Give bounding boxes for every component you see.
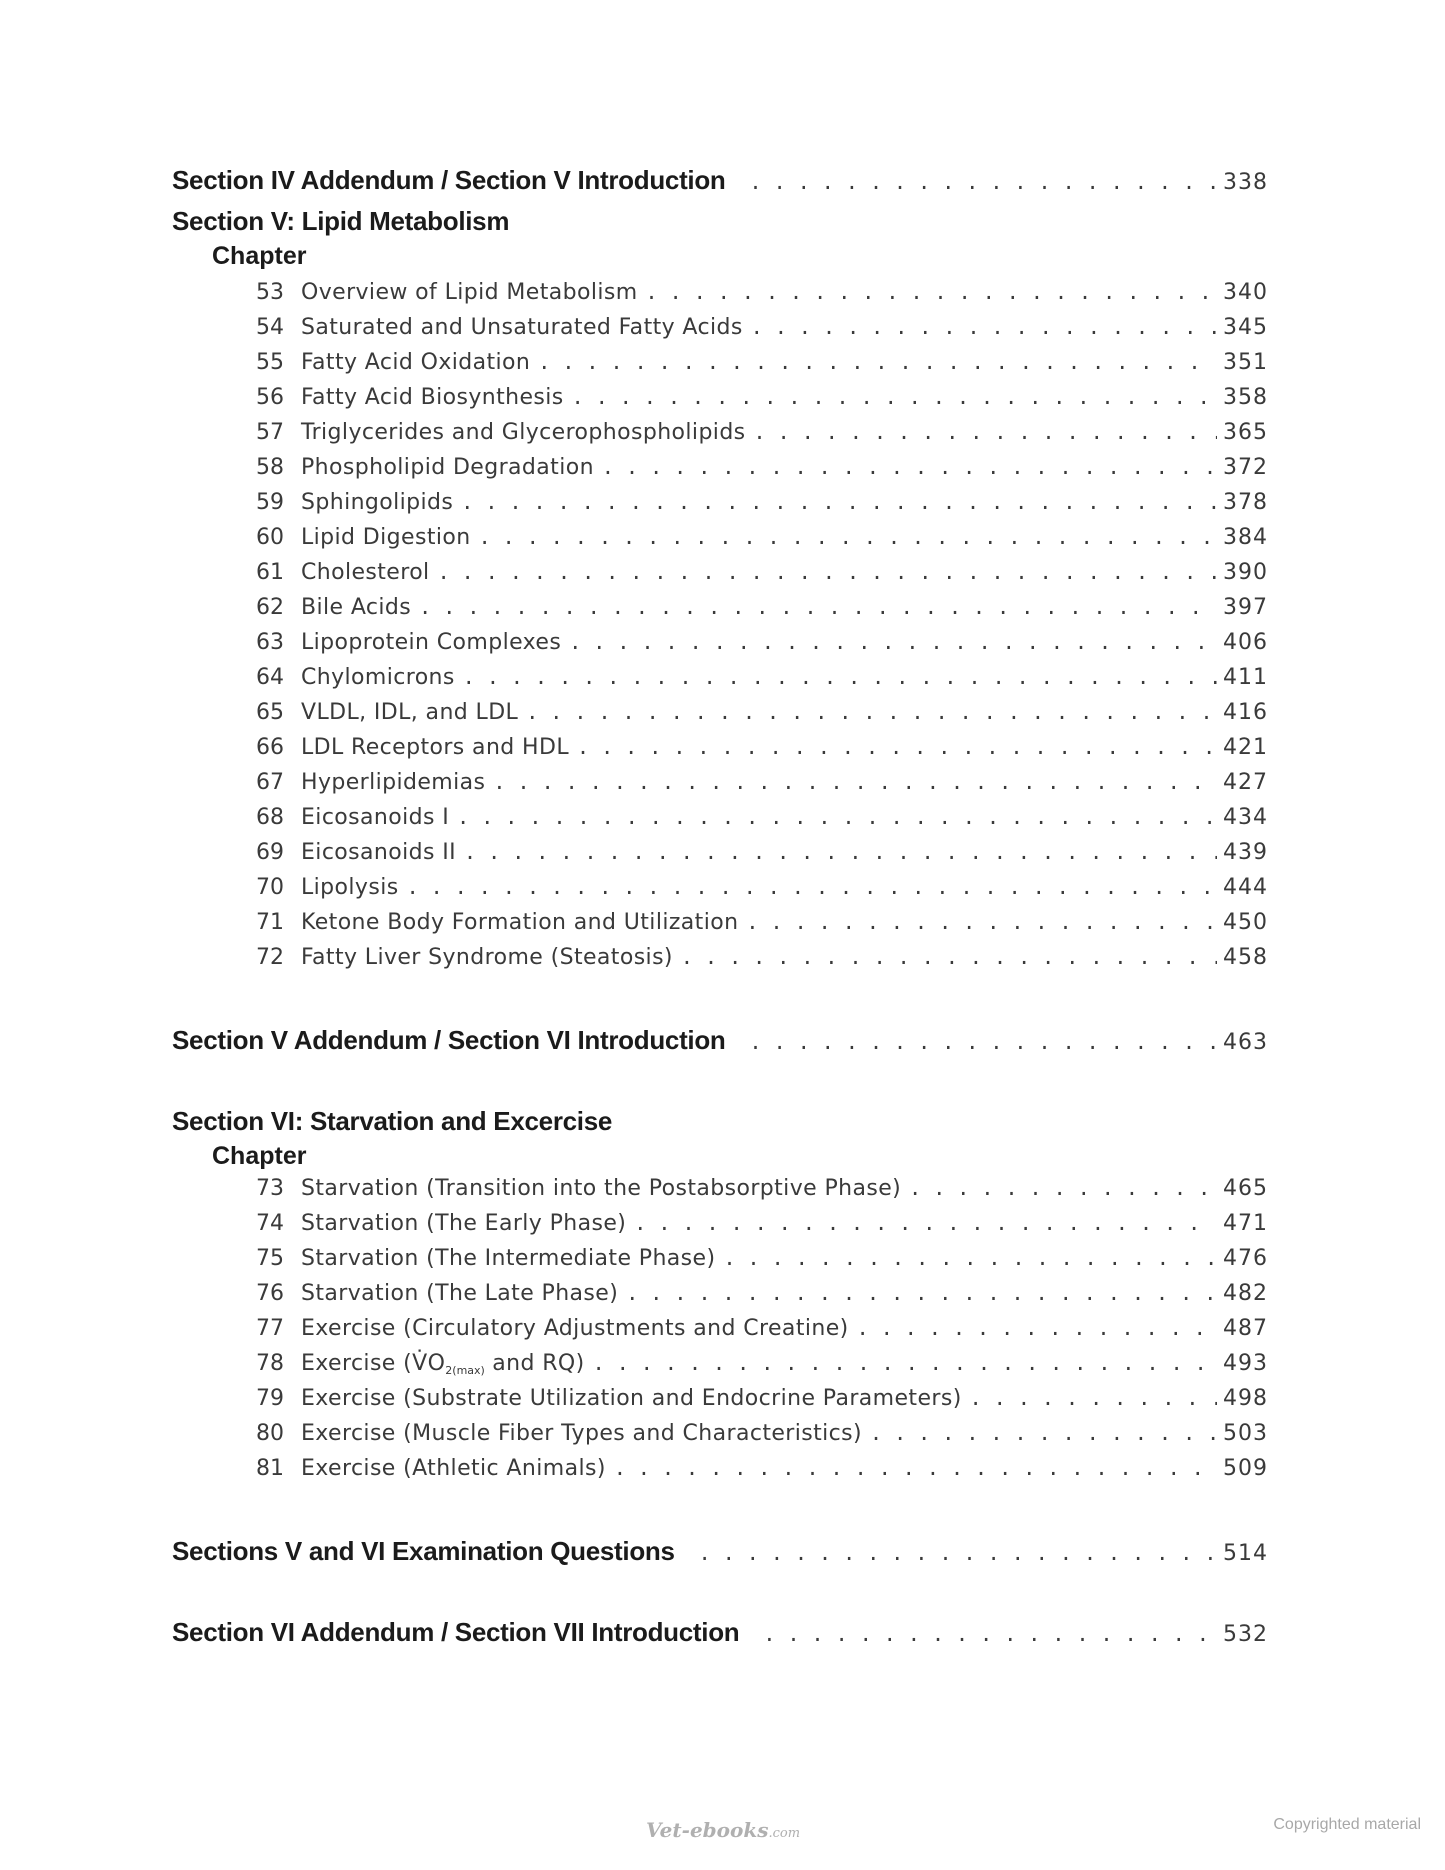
chapter-number: 55 bbox=[256, 350, 284, 375]
chapter-number: 59 bbox=[256, 490, 284, 515]
chapter-title: VLDL, IDL, and LDL bbox=[301, 700, 519, 725]
toc-entry-title: Section IV Addendum / Section V Introduction bbox=[172, 165, 726, 195]
chapter-number: 79 bbox=[256, 1386, 284, 1411]
toc-chapter-row[interactable] bbox=[256, 1421, 1268, 1446]
dot-leader bbox=[723, 1246, 1217, 1270]
toc-chapter-row[interactable] bbox=[256, 700, 1268, 725]
chapter-title: Lipoprotein Complexes bbox=[301, 630, 562, 655]
toc-chapter-row[interactable] bbox=[256, 665, 1268, 690]
toc-section-entry[interactable] bbox=[172, 1617, 1268, 1648]
chapter-title: Exercise (Circulatory Adjustments and Creatine) bbox=[301, 1316, 849, 1341]
dot-leader bbox=[763, 1622, 1217, 1646]
toc-chapter-row[interactable] bbox=[256, 560, 1268, 585]
chapter-number: 71 bbox=[256, 910, 284, 935]
chapter-number: 69 bbox=[256, 840, 284, 865]
dot-leader bbox=[479, 525, 1217, 549]
toc-entry-title: Sections V and VI Examination Questions bbox=[172, 1536, 675, 1566]
toc-chapter-row[interactable] bbox=[256, 1316, 1268, 1341]
toc-page-number: 411 bbox=[1223, 665, 1268, 690]
chapter-title: Cholesterol bbox=[301, 560, 430, 585]
chapter-number: 74 bbox=[256, 1211, 284, 1236]
dot-leader bbox=[463, 665, 1217, 689]
dot-leader bbox=[438, 560, 1217, 584]
chapter-number: 67 bbox=[256, 770, 284, 795]
chapter-title: Eicosanoids I bbox=[301, 805, 450, 830]
toc-chapter-row[interactable] bbox=[256, 1281, 1268, 1306]
chapter-title: Starvation (The Intermediate Phase) bbox=[301, 1246, 716, 1271]
chapter-number: 70 bbox=[256, 875, 284, 900]
dot-leader bbox=[457, 805, 1217, 829]
dot-leader bbox=[614, 1456, 1217, 1480]
toc-page-number: 482 bbox=[1223, 1281, 1268, 1306]
toc-page-number: 345 bbox=[1223, 315, 1268, 340]
toc-chapter-row[interactable] bbox=[256, 350, 1268, 375]
toc-chapter-row[interactable] bbox=[256, 1211, 1268, 1236]
section-heading: Section V: Lipid Metabolism bbox=[172, 206, 510, 236]
watermark-logo bbox=[646, 1818, 800, 1842]
chapter-title: Phospholipid Degradation bbox=[301, 455, 594, 480]
toc-page-number: 439 bbox=[1223, 840, 1268, 865]
toc-page-number: 378 bbox=[1223, 490, 1268, 515]
dot-leader bbox=[461, 490, 1217, 514]
toc-chapter-row[interactable] bbox=[256, 805, 1268, 830]
dot-leader bbox=[577, 735, 1217, 759]
toc-page-number: 416 bbox=[1223, 700, 1268, 725]
toc-page-number: 384 bbox=[1223, 525, 1268, 550]
toc-page-number: 458 bbox=[1223, 945, 1268, 970]
toc-chapter-row[interactable] bbox=[256, 840, 1268, 865]
logo-suffix: .com bbox=[768, 1826, 801, 1841]
toc-chapter-row[interactable] bbox=[256, 315, 1268, 340]
toc-chapter-row[interactable] bbox=[256, 420, 1268, 445]
chapter-title: Bile Acids bbox=[301, 595, 412, 620]
toc-page-number: 397 bbox=[1223, 595, 1268, 620]
toc-chapter-row[interactable] bbox=[256, 280, 1268, 305]
toc-page-number: 514 bbox=[1223, 1541, 1268, 1566]
chapter-title: Sphingolipids bbox=[301, 490, 454, 515]
toc-page-number: 427 bbox=[1223, 770, 1268, 795]
chapter-title: Exercise (Athletic Animals) bbox=[301, 1456, 606, 1481]
logo-text: Vet-ebooks bbox=[646, 1818, 769, 1842]
dot-leader bbox=[626, 1281, 1217, 1305]
toc-chapter-row[interactable] bbox=[256, 875, 1268, 900]
chapter-number: 72 bbox=[256, 945, 284, 970]
dot-leader bbox=[407, 875, 1217, 899]
toc-page-number: 390 bbox=[1223, 560, 1268, 585]
chapter-number: 54 bbox=[256, 315, 284, 340]
toc-page-number: 351 bbox=[1223, 350, 1268, 375]
chapter-title: Lipid Digestion bbox=[301, 525, 471, 550]
copyright-notice: Copyrighted material bbox=[1273, 1816, 1421, 1833]
dot-leader bbox=[754, 420, 1217, 444]
toc-page-number: 338 bbox=[1223, 170, 1268, 195]
dot-leader bbox=[870, 1421, 1217, 1445]
chapter-number: 61 bbox=[256, 560, 284, 585]
chapter-number: 65 bbox=[256, 700, 284, 725]
dot-leader bbox=[493, 770, 1217, 794]
chapter-title: Fatty Acid Oxidation bbox=[301, 350, 531, 375]
dot-leader bbox=[681, 945, 1217, 969]
dot-leader bbox=[751, 315, 1217, 339]
chapter-title: Starvation (The Late Phase) bbox=[301, 1281, 619, 1306]
toc-page-number: 476 bbox=[1223, 1246, 1268, 1271]
dot-leader bbox=[464, 840, 1217, 864]
toc-entry-title: Section V Addendum / Section VI Introduction bbox=[172, 1025, 726, 1055]
subscript: 2(max) bbox=[445, 1364, 485, 1377]
dot-leader bbox=[538, 350, 1217, 374]
toc-chapter-row[interactable] bbox=[256, 595, 1268, 620]
toc-page-number: 487 bbox=[1223, 1316, 1268, 1341]
title-part: and RQ) bbox=[484, 1351, 585, 1376]
chapter-title: Hyperlipidemias bbox=[301, 770, 486, 795]
chapter-label: Chapter bbox=[212, 1142, 307, 1170]
chapter-title: Exercise (Muscle Fiber Types and Characteristics) bbox=[301, 1421, 862, 1446]
toc-chapter-row[interactable] bbox=[256, 735, 1268, 760]
toc-page-number: 365 bbox=[1223, 420, 1268, 445]
chapter-number: 81 bbox=[256, 1456, 284, 1481]
dot-leader bbox=[593, 1351, 1217, 1375]
chapter-title: Chylomicrons bbox=[301, 665, 455, 690]
dot-leader bbox=[419, 595, 1217, 619]
toc-page-number: 444 bbox=[1223, 875, 1268, 900]
toc-page-number: 465 bbox=[1223, 1176, 1268, 1201]
toc-section-entry[interactable] bbox=[172, 1536, 1268, 1567]
chapter-title: Saturated and Unsaturated Fatty Acids bbox=[301, 315, 743, 340]
toc-page-number: 358 bbox=[1223, 385, 1268, 410]
chapter-title bbox=[301, 1351, 585, 1377]
toc-page-number: 509 bbox=[1223, 1456, 1268, 1481]
toc-page-number: 503 bbox=[1223, 1421, 1268, 1446]
toc-chapter-row[interactable] bbox=[256, 910, 1268, 935]
chapter-title: Fatty Acid Biosynthesis bbox=[301, 385, 564, 410]
toc-chapter-row[interactable] bbox=[256, 490, 1268, 515]
toc-entry-title: Section VI Addendum / Section VII Introduction bbox=[172, 1617, 740, 1647]
chapter-title: LDL Receptors and HDL bbox=[301, 735, 569, 760]
chapter-number: 57 bbox=[256, 420, 284, 445]
toc-chapter-row[interactable] bbox=[256, 1456, 1268, 1481]
chapter-number: 53 bbox=[256, 280, 284, 305]
toc-section-entry[interactable] bbox=[172, 165, 1268, 196]
dot-leader bbox=[750, 1030, 1217, 1054]
toc-page-number: 372 bbox=[1223, 455, 1268, 480]
chapter-number: 68 bbox=[256, 805, 284, 830]
dot-leader bbox=[699, 1541, 1217, 1565]
chapter-number: 77 bbox=[256, 1316, 284, 1341]
toc-chapter-row[interactable] bbox=[256, 1386, 1268, 1411]
toc-chapter-row[interactable] bbox=[256, 1246, 1268, 1271]
dot-leader bbox=[909, 1176, 1217, 1200]
dot-leader bbox=[572, 385, 1217, 409]
toc-page-number: 340 bbox=[1223, 280, 1268, 305]
chapter-title: Starvation (The Early Phase) bbox=[301, 1211, 627, 1236]
toc-chapter-row[interactable] bbox=[256, 630, 1268, 655]
chapter-number: 78 bbox=[256, 1351, 284, 1376]
dot-leader bbox=[746, 910, 1217, 934]
toc-section-entry[interactable] bbox=[172, 1025, 1268, 1056]
toc-chapter-row[interactable] bbox=[256, 525, 1268, 550]
dot-leader bbox=[646, 280, 1217, 304]
chapter-number: 73 bbox=[256, 1176, 284, 1201]
dot-leader bbox=[602, 455, 1217, 479]
chapter-number: 75 bbox=[256, 1246, 284, 1271]
toc-page-number: 434 bbox=[1223, 805, 1268, 830]
chapter-title: Eicosanoids II bbox=[301, 840, 457, 865]
chapter-number: 58 bbox=[256, 455, 284, 480]
chapter-label: Chapter bbox=[212, 242, 307, 270]
chapter-title: Triglycerides and Glycerophospholipids bbox=[301, 420, 746, 445]
chapter-number: 64 bbox=[256, 665, 284, 690]
toc-page-number: 498 bbox=[1223, 1386, 1268, 1411]
dot-leader bbox=[526, 700, 1217, 724]
chapter-number: 62 bbox=[256, 595, 284, 620]
chapter-number: 80 bbox=[256, 1421, 284, 1446]
toc-page-number: 406 bbox=[1223, 630, 1268, 655]
dot-leader bbox=[750, 170, 1217, 194]
chapter-number: 66 bbox=[256, 735, 284, 760]
toc-chapter-row[interactable] bbox=[256, 385, 1268, 410]
toc-page-number: 463 bbox=[1223, 1030, 1268, 1055]
dot-leader bbox=[970, 1386, 1217, 1410]
chapter-number: 56 bbox=[256, 385, 284, 410]
toc-page-number: 532 bbox=[1223, 1622, 1268, 1647]
toc-chapter-row[interactable] bbox=[256, 1176, 1268, 1201]
chapter-title: Fatty Liver Syndrome (Steatosis) bbox=[301, 945, 673, 970]
dot-leader bbox=[634, 1211, 1217, 1235]
toc-page-number: 421 bbox=[1223, 735, 1268, 760]
title-part: Exercise (V̇O bbox=[301, 1351, 446, 1376]
chapter-title: Starvation (Transition into the Postabsorptive Phase) bbox=[301, 1176, 902, 1201]
toc-page-number: 471 bbox=[1223, 1211, 1268, 1236]
chapter-number: 76 bbox=[256, 1281, 284, 1306]
chapter-title: Lipolysis bbox=[301, 875, 399, 900]
section-heading: Section VI: Starvation and Excercise bbox=[172, 1106, 613, 1136]
chapter-title: Exercise (Substrate Utilization and Endocrine Parameters) bbox=[301, 1386, 962, 1411]
dot-leader bbox=[857, 1316, 1217, 1340]
chapter-title: Overview of Lipid Metabolism bbox=[301, 280, 638, 305]
toc-chapter-row[interactable] bbox=[256, 945, 1268, 970]
chapter-number: 60 bbox=[256, 525, 284, 550]
toc-chapter-row[interactable] bbox=[256, 455, 1268, 480]
toc-chapter-row[interactable] bbox=[256, 770, 1268, 795]
toc-chapter-row[interactable] bbox=[256, 1351, 1268, 1377]
toc-page-number: 450 bbox=[1223, 910, 1268, 935]
dot-leader bbox=[569, 630, 1217, 654]
chapter-title: Ketone Body Formation and Utilization bbox=[301, 910, 739, 935]
toc-page-number: 493 bbox=[1223, 1351, 1268, 1376]
chapter-number: 63 bbox=[256, 630, 284, 655]
